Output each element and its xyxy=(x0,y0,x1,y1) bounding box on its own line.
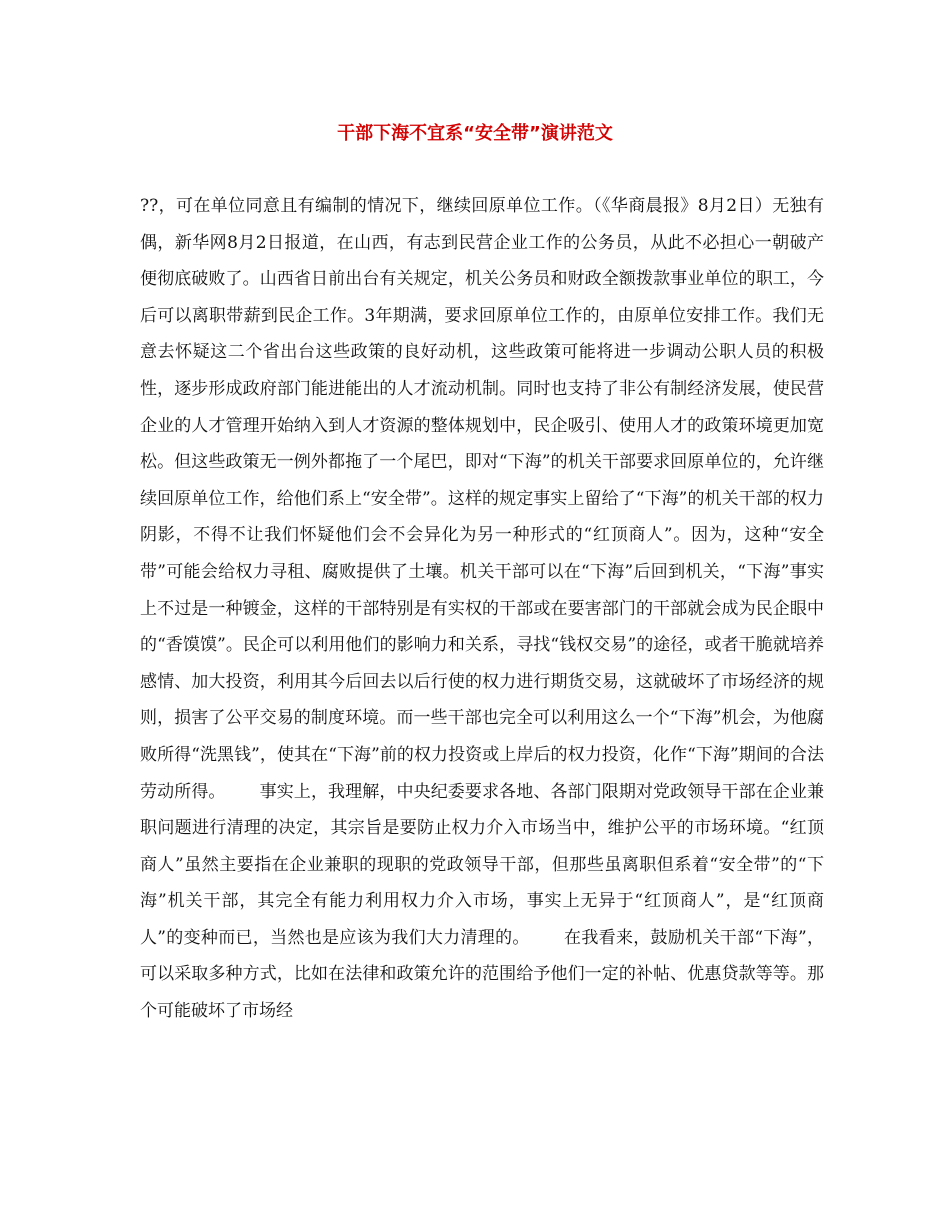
body-paragraph-3: 在我看来，鼓励机关干部“下海”，可以采取多种方式，比如在法律和政策允许的范围给予他们一定的补帖、优惠贷款等等。那个可能破坏了市场经 xyxy=(140,927,824,1022)
body-paragraph-1: ??，可在单位同意且有编制的情况下，继续回原单位工作。（《华商晨报》8月2日）无独有偶，新华网8月2日报道，在山西，有志到民营企业工作的公务员，从此不必担心一朝破产便彻底破败了。山西省日前出台有关规定，机关公务员和财政全额拨款事业单位的职工，今后可以离职带薪到民企工作。3年期满，要求回原单位工作的，由原单位安排工作。我们无意去怀疑这二个省出台这些政策的良好动机，这些政策可能将进一步调动公职人员的积极性，逐步形成政府部门能进能出的人才流动机制。同时也支持了非公有制经济发展，使民营企业的人才管理开始纳入到人才资源的整体规划中，民企吸引、使用人才的政策环境更加宽松。但这些政策无一例外都拖了一个尾巴，即对“下海”的机关干部要求回原单位的，允许继续回原单位工作，给他们系上“安全带”。这样的规定事实上留给了“下海”的机关干部的权力阴影，不得不让我们怀疑他们会不会异化为另一种形式的“红顶商人”。因为，这种“安全带”可能会给权力寻租、腐败提供了土壤。机关干部可以在“下海”后回到机关，“下海”事实上不过是一种镀金，这样的干部特别是有实权的干部或在要害部门的干部就会成为民企眼中的“香馍馍”。民企可以利用他们的影响力和关系，寻找“钱权交易”的途径，或者干脆就培养感情、加大投资，利用其今后回去以后行使的权力进行期货交易，这就破坏了市场经济的规则，损害了公平交易的制度环境。而一些干部也完全可以利用这么一个“下海”机会，为他腐败所得“洗黑钱”，使其在“下海”前的权力投资或上岸后的权力投资，化作“下海”期间的合法劳动所得。 xyxy=(140,196,824,802)
document-body xyxy=(140,188,824,1030)
body-paragraph-2: 事实上，我理解，中央纪委要求各地、各部门限期对党政领导干部在企业兼职问题进行清理的决定，其宗旨是要防止权力介入市场当中，维护公平的市场环境。“红顶商人”虽然主要指在企业兼职的现职的党政领导干部，但那些虽离职但系着“安全带”的“下海”机关干部，其完全有能力利用权力介入市场，事实上无异于“红顶商人”，是“红顶商人”的变种而已，当然也是应该为我们大力清理的。 xyxy=(140,781,825,948)
document-title: 干部下海不宜系“安全带”演讲范文 xyxy=(337,123,613,144)
